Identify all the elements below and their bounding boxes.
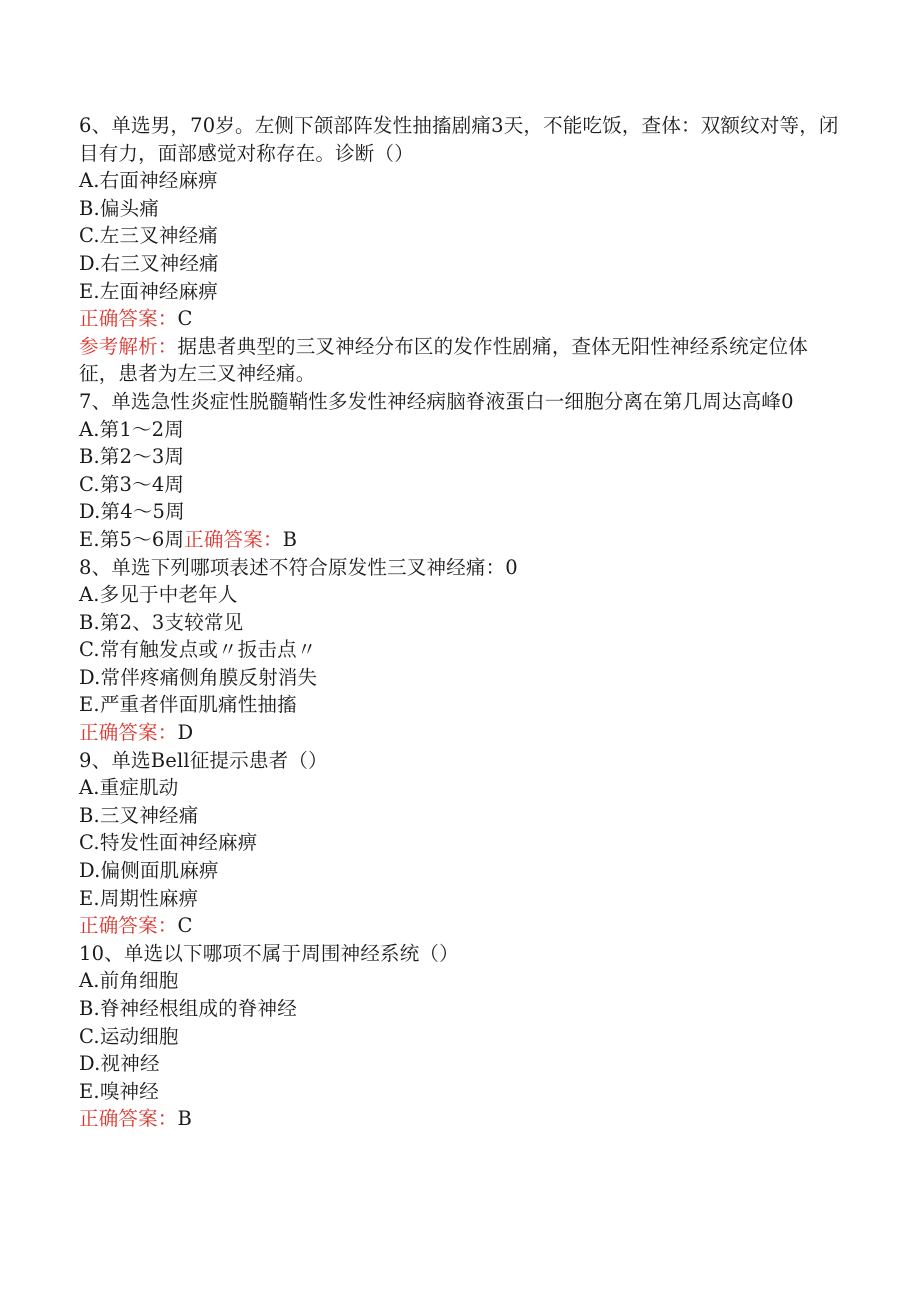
question-8-option-d: D.常伴疼痛侧角膜反射消失 [79, 665, 318, 689]
question-8-option-c: C.常有触发点或〃扳击点〃 [79, 638, 317, 662]
question-8-stem: 8、单选下列哪项表述不符合原发性三叉神经痛：0 [79, 555, 518, 579]
question-6-option-d: D.右三叉神经痛 [79, 251, 219, 275]
document-page [79, 112, 839, 1133]
question-8-option-a: A.多见于中老年人 [79, 583, 238, 607]
answer-value: D [177, 721, 194, 745]
question-9-option-a: A.重症肌动 [79, 776, 179, 800]
answer-label: 正确答案： [79, 1107, 178, 1131]
question-7-option-b: B.第2～3周 [79, 445, 185, 469]
answer-value: C [177, 307, 193, 331]
question-9-option-e: E.周期性麻痹 [79, 886, 199, 910]
analysis-label: 参考解析： [79, 334, 178, 358]
question-9-option-b: B.三叉神经痛 [79, 803, 199, 827]
question-7-option-e: E.第5～6周 [79, 527, 185, 551]
question-6-option-e: E.左面神经麻痹 [79, 279, 219, 303]
analysis-text: 据患者典型的三叉神经分布区的发作性剧痛，查体无阳性神经系统定位体征，患者为左三叉神经痛。 [79, 334, 808, 386]
question-6-answer [79, 305, 839, 333]
question-7-option-e-with-answer [79, 526, 839, 554]
question-10-stem: 10、单选以下哪项不属于周围神经系统（） [79, 941, 459, 965]
question-7-option-d: D.第4～5周 [79, 500, 185, 524]
answer-value: C [177, 914, 193, 938]
question-10-option-c: C.运动细胞 [79, 1024, 179, 1048]
question-8-option-e: E.严重者伴面肌痛性抽搐 [79, 693, 297, 717]
question-7-option-a: A.第1～2周 [79, 417, 184, 441]
answer-label: 正确答案： [79, 914, 178, 938]
question-6-analysis [79, 333, 839, 388]
question-10-option-b: B.脊神经根组成的脊神经 [79, 997, 297, 1020]
answer-label: 正确答案： [79, 307, 178, 331]
question-6-stem: 6、单选男，70岁。左侧下颌部阵发性抽搐剧痛3天，不能吃饭，查体：双额纹对等，闭目有力，面部感觉对称存在。诊断（） [79, 114, 839, 165]
question-8-option-b: B.第2、3支较常见 [79, 610, 244, 634]
answer-label: 正确答案： [184, 527, 283, 551]
question-9-option-d: D.偏侧面肌麻痹 [79, 859, 219, 883]
question-10-option-a: A.前角细胞 [79, 969, 179, 993]
question-6-option-b: B.偏头痛 [79, 196, 160, 220]
question-6-option-c: C.左三叉神经痛 [79, 224, 219, 248]
question-9-answer [79, 912, 839, 940]
answer-value: B [282, 527, 298, 551]
question-8-answer [79, 719, 839, 747]
question-7-stem: 7、单选急性炎症性脱髓鞘性多发性神经病脑脊液蛋白一细胞分离在第几周达高峰0 [79, 389, 794, 413]
question-10-option-e: E.嗅神经 [79, 1079, 159, 1103]
question-10-option-d: D.视神经 [79, 1052, 160, 1076]
answer-label: 正确答案： [79, 721, 178, 745]
question-6-option-a: A.右面神经麻痹 [79, 169, 218, 193]
question-9-option-c: C.特发性面神经麻痹 [79, 831, 258, 855]
question-9-stem: 9、单选Bell征提示患者（） [79, 748, 328, 772]
answer-value: B [177, 1107, 193, 1131]
question-10-answer [79, 1105, 839, 1133]
question-7-option-c: C.第3～4周 [79, 472, 185, 496]
